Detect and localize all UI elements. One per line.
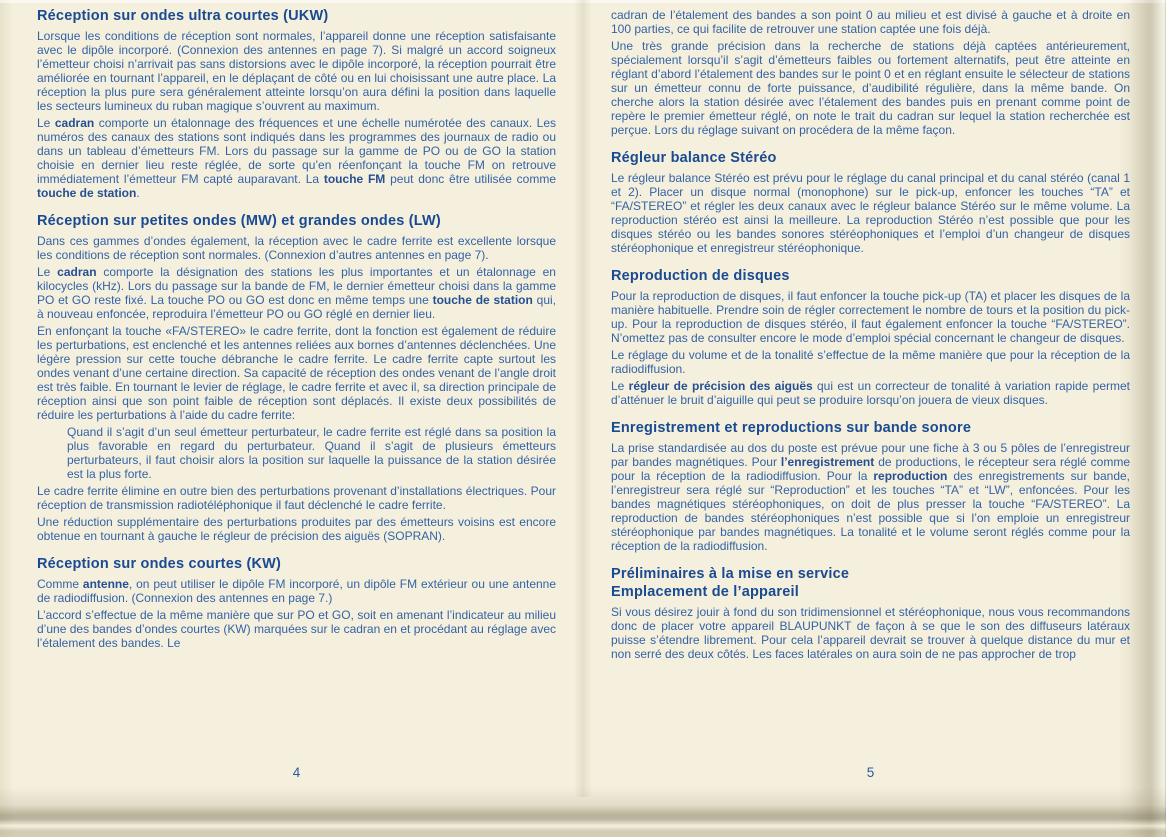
bold-text: touche de station (37, 186, 137, 200)
right-edge-shadow (1130, 0, 1166, 837)
paragraph: Comme antenne, on peut utiliser le dipôle FM incorporé, un dipôle FM extérieur ou une antenne de radiodiffusion. (Connexion des antennes en page 7.) (37, 577, 557, 605)
paragraph: Lorsque les conditions de réception sont normales, l’appareil donne une réception satisfaisante avec le dipôle incorporé. (Connexion des antennes en page 7). Si malgré un accord soigneux l’émetteur choisi n’arrivait pas sans distorsions avec le dipôle incorporé, la réception pourrait être améliorée en tournant l’appareil, en le déplaçant de côté ou en lui choisissant une autre place. La réception la plus pure sera généralement atteinte lorsqu’on aura défini la position dans laquelle les secteurs lumineux du ruban magique s’ouvrent au maximum. (37, 29, 556, 113)
bold-text: cadran (57, 265, 97, 279)
bold-text: régleur de précision des aiguës (628, 379, 813, 393)
paragraph: Une réduction supplémentaire des perturbations produites par des émetteurs voisins est encore obtenue en tournant à gauche le régleur de précision des aiguës (SOPRAN). (37, 515, 556, 543)
paragraph: cadran de l’étalement des bandes a son point 0 au milieu et est divisé à gauche et à droite en 100 parties, ce qui facilite de retrouver une station captée une fois déjà. (611, 8, 1130, 36)
bold-text: cadran (54, 116, 95, 130)
section-heading: Réception sur ondes courtes (KW) (37, 556, 282, 572)
paragraph: Le cadran comporte la désignation des stations les plus importantes et un étalonnage en kilocycles (kHz). Lors du passage sur la bande de FM, le dernier émetteur choisi dans la gamme PO et GO reste fixé. La touche PO ou GO est donc en même temps une touche de station qui, à nouveau enfoncée, reproduira l’émetteur PO ou GO réglé en dernier lieu. (37, 265, 556, 321)
paragraph: Si vous désirez jouir à fond du son tridimensionnel et stéréophonique, nous vous recommandons donc de placer votre appareil BLAUPUNKT de façon à se que le son des diffuseurs latéraux puisse s’étendre librement. Pour cela l’appareil devrait se trouver à quelque distance du mur et non serré des deux côtés. Les faces latérales on aura soin de ne pas approcher de trop (611, 605, 1130, 661)
page-right-content (611, 0, 1130, 661)
paragraph: La prise standardisée au dos du poste est prévue pour une fiche à 3 ou 5 pôles de l’enregistreur par bandes magnétiques. Pour l’enregistrement de productions, le récepteur sera réglé comme pour la réception de la radiodiffusion. Pour la reproduction des enregistrements sur bande, l’enregistreur sera réglé sur “Reproduction” et les touches “TA” et “LW”, enfoncées. Pour les bandes magnétiques stéréophoniques, on doit de plus presser la touche “FA/STEREO”. La reproduction de bandes stéréophoniques n’est possible que si l’on emploie un enregistreur stéréophonique par bandes magnétiques. La tonalité et le volume seront réglés comme pour la réception de la radiodiffusion. (611, 441, 1130, 553)
bold-text: reproduction (873, 469, 948, 483)
paragraph: Pour la reproduction de disques, il faut enfoncer la touche pick-up (TA) et placer les disques de la manière habituelle. Prendre soin de régler correctement le nombre de tours et la position du pick-up. Pour la reproduction de disques stéréo, il faut également enfoncer la touche “FA/STEREO”. N’omettez pas de consulter encore le mode d’emploi spécial concernant le changeur de disques. (611, 289, 1130, 345)
section-heading: Reproduction de disques (611, 268, 790, 284)
section-heading: Réception sur petites ondes (MW) et grandes ondes (LW) (37, 213, 441, 229)
page-left (37, 0, 556, 800)
paragraph: Une très grande précision dans la recherche de stations déjà captées antérieurement, spécialement lorsqu’il s’agit d’émetteurs faibles ou fortement alternatifs, peut être atteinte en réglant d’abord l’étalement des bandes sur le point 0 et en réglant ensuite le sélecteur de stations sur un émetteur connu de forte puissance, d’audibilité régulière, dans la même bande. On cherche alors la station désirée avec l’étalement des bandes puis en prenant comme point de repère le premier émetteur réglé, on note le trait du cadran sur lequel la station recherchée est perçue. Lors du réglage suivant on procédera de la même façon. (611, 39, 1130, 137)
page-number-right: 5 (866, 765, 875, 780)
paragraph: L’accord s’effectue de la même manière que sur PO et GO, soit en amenant l’indicateur au milieu d’une des bandes d’ondes courtes (KW) marquées sur le cadran en et procédant au réglage avec l’étalement des bandes. Le (37, 608, 556, 650)
paragraph: Le régleur balance Stéréo est prévu pour le réglage du canal principal et du canal stéréo (canal 1 et 2). Placer un disque normal (monophone) sur le pick-up, enfoncer les touches “TA” et “FA/STEREO” et régler les deux canaux avec le régleur balance Stéréo sur le même volume. La reproduction stéréo est ainsi la meilleure. La reproduction Stéréo n’est possible que pour les disques stéréo ou les bandes sonores stéréophoniques et l’emploi d’un changeur de disques stéréophonique et enregistreur stéréophonique. (611, 171, 1130, 255)
paragraph: Dans ces gammes d’ondes également, la réception avec le cadre ferrite est excellente lorsque les conditions de réception sont normales. (Connexion d’autres antennes en page 7). (37, 234, 556, 262)
paragraph: Quand il s’agit d’un seul émetteur perturbateur, le cadre ferrite est réglé dans sa position la plus favorable en regard du perturbateur. Quand il s’agit de plusieurs émetteurs perturbateurs, il faut choisir alors la position sur laquelle la puissance de la station désirée est la plus forte. (67, 425, 556, 481)
paragraph: Le cadran comporte un étalonnage des fréquences et une échelle numérotée des canaux. Les numéros des canaux des stations sont indiqués dans les programmes des journaux de radio ou dans un tableau d’émetteurs FM. Lors du passage sur la gamme de PO ou de GO la station choisie en dernier lieu reste réglée, de sorte qu’en réenfonçant la touche FM on retrouve immédiatement l’émetteur FM capté auparavant. La touche FM peut donc être utilisée comme touche de station. (37, 116, 557, 200)
section-heading: Enregistrement et reproductions sur bande sonore (611, 420, 972, 436)
page-number-left: 4 (292, 765, 301, 780)
page-left-content (37, 0, 556, 650)
paragraph: Le cadre ferrite élimine en outre bien des perturbations provenant d’installations électriques. Pour réception de transmission radiotéléphonique il faut déclenché le cadre ferrite. (37, 484, 556, 512)
section-heading: Préliminaires à la mise en service (611, 566, 850, 582)
bold-text: touche FM (323, 172, 386, 186)
bold-text: antenne (82, 577, 129, 591)
page-right (611, 0, 1130, 800)
bold-text: touche de station (432, 293, 533, 307)
paragraph: En enfonçant la touche «FA/STEREO» le cadre ferrite, dont la fonction est également de réduire les perturbations, est enclenché et les antennes reliées aux bornes d’antennes déclenchées. Une légère pression sur cette touche débranche le cadre ferrite. Le cadre ferrite capte surtout les ondes venant d’une certaine direction. Sa capacité de réception des ondes venant de l’angle droit est très faible. En tournant le levier de réglage, le cadre ferrite et avec il, sa direction principale de réception ainsi que son point faible de réception sont déplacés. Il existe deux possibilités de réduire les perturbations à l’aide du cadre ferrite: (37, 324, 556, 422)
bold-text: l’enregistrement (780, 455, 875, 469)
paragraph: Le réglage du volume et de la tonalité s’effectue de la même manière que pour la réception de la radiodiffusion. (611, 348, 1130, 376)
section-heading: Réception sur ondes ultra courtes (UKW) (37, 8, 329, 24)
section-heading: Régleur balance Stéréo (611, 150, 777, 166)
section-heading: Emplacement de l’appareil (611, 584, 799, 600)
center-fold-shadow (574, 0, 592, 797)
paragraph: Le régleur de précision des aiguës qui est un correcteur de tonalité à variation rapide permet d’atténuer le bruit d’aiguille qui peut se produire lorsqu’on jouera de vieux disques. (611, 379, 1130, 407)
